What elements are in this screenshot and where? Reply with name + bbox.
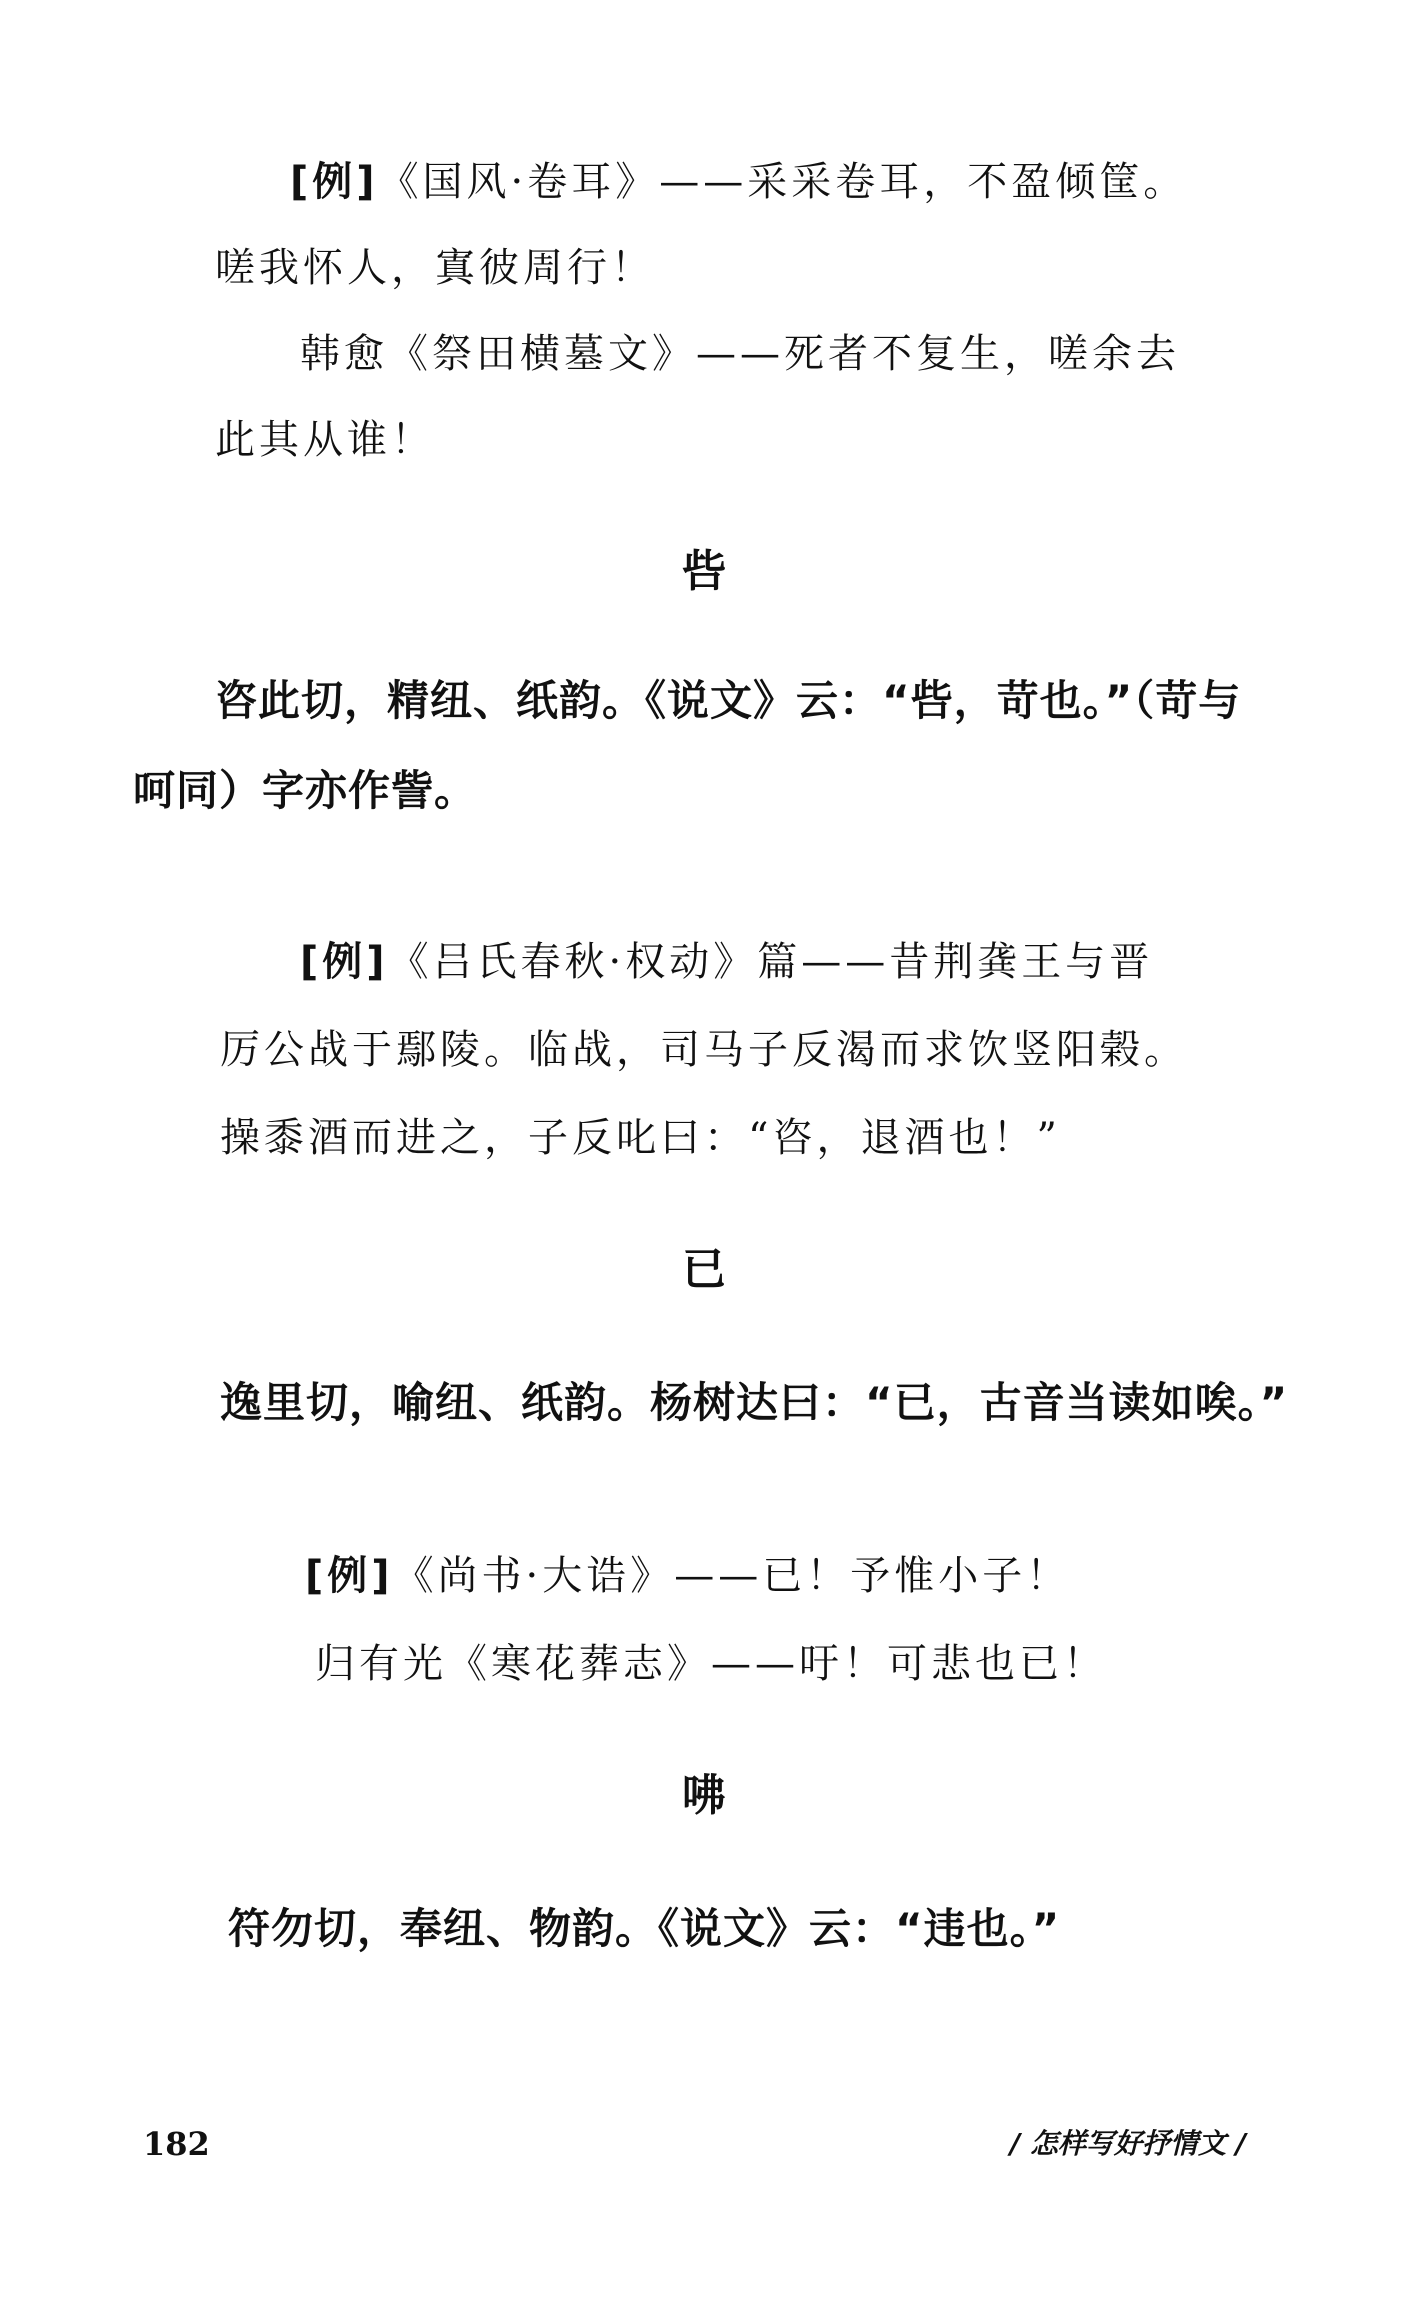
entry-definition: 呵同）字亦作訾。 [133,766,478,815]
entry-definition: 符勿切，奉纽、物韵。《说文》云：“违也。” [228,1904,1061,1953]
example-tag: [例] [290,159,379,205]
example-tag: [例] [300,939,389,985]
example-line: 此其从谁！ [215,417,435,463]
example-line: 归有光《寒花葬志》——吁！可悲也已！ [315,1641,1107,1687]
entry-heading: 咈 [682,1770,726,1821]
example-text: 《国风·卷耳》——采采卷耳，不盈倾筐。 [378,159,1188,205]
example-line [290,159,1188,205]
example-line [305,1553,1071,1599]
entry-definition: 咨此切，精纽、纸韵。《说文》云：“呰，苛也。”（苛与 [215,676,1242,725]
running-footer-title: / 怎样写好抒情文 / [1010,2127,1246,2160]
example-line: 韩愈《祭田横墓文》——死者不复生，嗟余去 [300,331,1180,377]
entry-heading: 呰 [682,546,726,597]
example-text: 《吕氏春秋·权动》篇——昔荆龚王与晋 [388,939,1154,985]
entry-definition: 逸里切，喻纽、纸韵。杨树达曰：“已，古音当读如唉。” [220,1378,1289,1427]
example-tag: [例] [305,1553,394,1599]
entry-heading: 已 [682,1244,726,1295]
example-text: 《尚书·大诰》——已！予惟小子！ [393,1553,1071,1599]
page-number: 182 [143,2125,210,2163]
example-line: 厉公战于鄢陵。临战，司马子反渴而求饮竖阳榖。 [220,1027,1188,1073]
example-line [300,939,1154,985]
example-line: 操黍酒而进之，子反叱曰：“咨，退酒也！” [220,1115,1061,1161]
example-line: 嗟我怀人，寘彼周行！ [215,245,655,291]
